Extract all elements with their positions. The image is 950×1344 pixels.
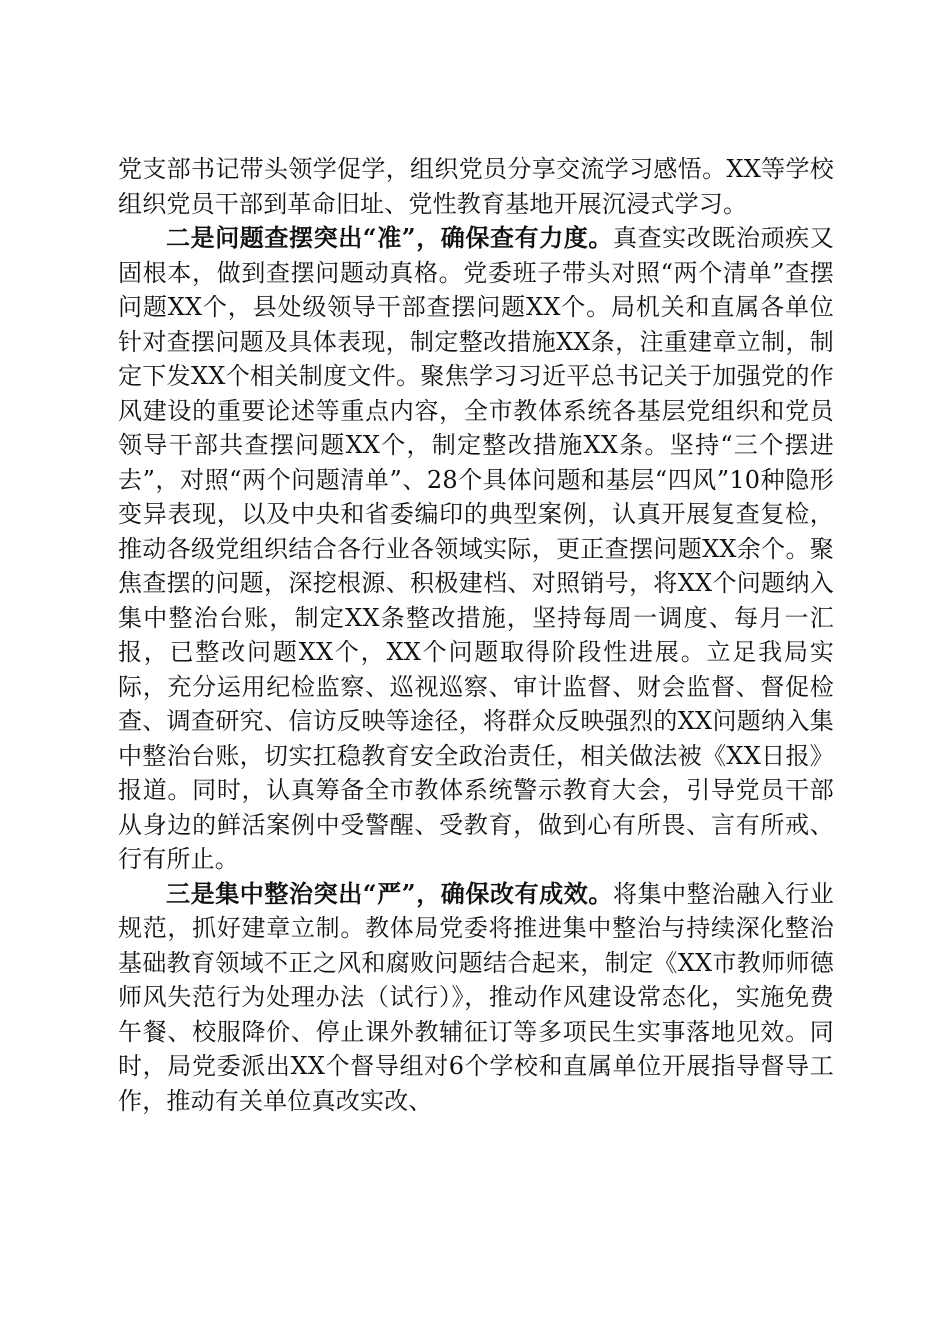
paragraph-problem-review [118,221,834,877]
paragraph-rectification [118,877,834,1119]
paragraph-continuation [118,152,834,221]
paragraph-text: 党支部书记带头领学促学，组织党员分享交流学习感悟。XX等学校组织党员干部到革命旧址、党性教育基地开展沉浸式学习。 [118,155,834,218]
paragraph-text: 真查实改既治顽疾又固根本，做到查摆问题动真格。党委班子带头对照“两个清单”查摆问题XX个，县处级领导干部查摆问题XX个。局机关和直属各单位针对查摆问题及具体表现，制定整改措施XX条，注重建章立制，制定下发XX个相关制度文件。聚焦学习习近平总书记关于加强党的作风建设的重要论述等重点内容，全市教体系统各基层党组织和党员领导干部共查摆问题XX个，制定整改措施XX条。坚持“三个摆进去”，对照“两个问题清单”、28个具体问题和基层“四风”10种隐形变异表现，以及中央和省委编印的典型案例，认真开展复查复检，推动各级党组织结合各行业各领域实际，更正查摆问题XX余个。聚焦查摆的问题，深挖根源、积极建档、对照销号，将XX个问题纳入集中整治台账，制定XX条整改措施，坚持每周一调度、每月一汇报，已整改问题XX个，XX个问题取得阶段性进展。立足我局实际，充分运用纪检监察、巡视巡察、审计监督、财会监督、督促检查、调查研究、信访反映等途径，将群众反映强烈的XX问题纳入集中整治台账，切实扛稳教育安全政治责任，相关做法被《XX日报》报道。同时，认真筹备全市教体系统警示教育大会，引导党员干部从身边的鲜活案例中受警醒、受教育，做到心有所畏、言有所戒、行有所止。 [118,224,834,873]
paragraph-heading: 二是问题查摆突出“准”，确保查有力度。 [166,223,613,252]
paragraph-heading: 三是集中整治突出“严”，确保改有成效。 [166,878,613,908]
paragraph-text: 将集中整治融入行业规范，抓好建章立制。教体局党委将推进集中整治与持续深化整治基础教育领域不正之风和腐败问题结合起来，制定《XX市教师师德师风失范行为处理办法（试行）》，推动作风建设常态化，实施免费午餐、校服降价、停止课外教辅征订等多项民生实事落地见效。同时，局党委派出XX个督导组对6个学校和直属单位开展指导督导工作，推动有关单位真改实改、 [118,879,834,1115]
document-body [118,152,834,1118]
